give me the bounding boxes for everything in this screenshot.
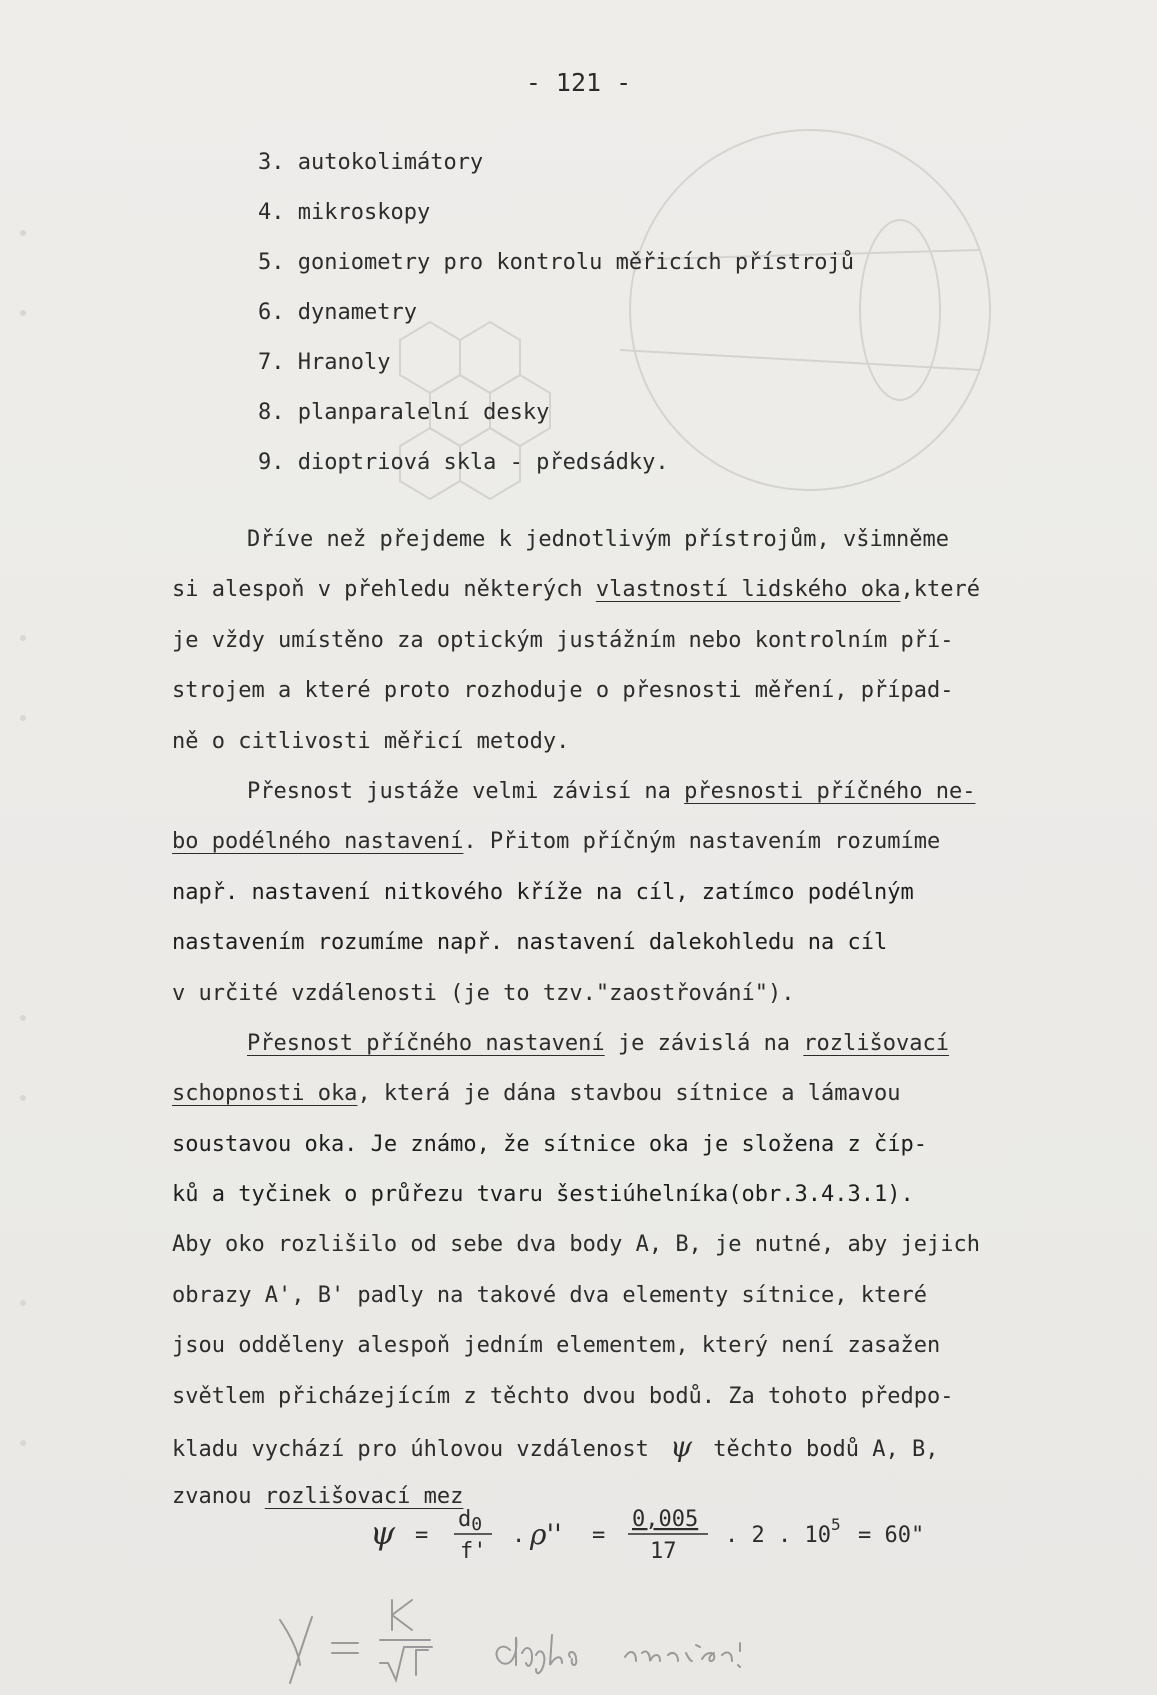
underlined-term: Přesnost příčného nastavení — [247, 1030, 605, 1056]
text-line: jsou odděleny alespoň jedním elementem, který není zasažen — [172, 1333, 941, 1359]
text-line: např. nastavení nitkového kříže na cíl, zatímco podélným — [172, 879, 914, 905]
text-line: v určité vzdálenosti (je to tzv."zaostřování"). — [172, 980, 795, 1006]
text-line: zvanou rozlišovací mez — [172, 1484, 464, 1510]
underlined-term: rozlišovací — [803, 1030, 950, 1056]
text-line: ně o citlivosti měřicí metody. — [172, 728, 570, 754]
list-item: 8. planparalelní desky — [258, 400, 550, 425]
text-line: Dříve než přejdeme k jednotlivým přístrojům, všimněme — [247, 527, 949, 552]
text-line: soustavou oka. Je známo, že sítnice oka je složena z číp- — [172, 1131, 927, 1157]
handwritten-note — [270, 1595, 870, 1685]
underlined-term: bo podélného nastavení — [172, 829, 464, 855]
paragraph-2 — [172, 767, 1107, 1019]
formula-result: = 60" — [858, 1523, 925, 1548]
formula-equals: = — [592, 1523, 606, 1548]
formula-dot: . — [512, 1523, 526, 1548]
formula-equals: = — [415, 1523, 429, 1548]
list-item: 6. dynametry — [258, 300, 417, 325]
list-item: 9. dioptriová skla - předsádky. — [258, 450, 669, 475]
psi-symbol: ψ — [670, 1430, 693, 1464]
text-line: Přesnost justáže velmi závisí na přesnosti příčného ne- — [247, 778, 976, 804]
list-item: 3. autokolimátory — [258, 150, 484, 175]
text-line: je vždy umístěno za optickým justážním nebo kontrolním pří- — [172, 627, 954, 653]
formula-denominator: 17 — [650, 1539, 677, 1564]
underlined-term: schopnosti oka — [172, 1081, 358, 1107]
list-item: 5. goniometry pro kontrolu měřicích přístrojů — [258, 250, 855, 275]
text-line: strojem a které proto rozhoduje o přesnosti měření, případ- — [172, 678, 954, 704]
text-line: nastavením rozumíme např. nastavení dalekohledu na cíl — [172, 930, 888, 956]
formula-denominator: f' — [460, 1539, 487, 1564]
text-line: světlem přicházejícím z těchto dvou bodů. Za tohoto předpo- — [172, 1383, 954, 1409]
text-line: si alespoň v přehledu některých vlastností lidského oka,které — [172, 577, 980, 603]
underlined-term: přesnosti příčného ne- — [684, 778, 976, 804]
formula-numerator: d0 — [458, 1507, 483, 1535]
text-line: obrazy A', B' padly na takové dva elementy sítnice, které — [172, 1282, 927, 1308]
underlined-term: vlastností lidského oka — [595, 577, 901, 603]
text-line: schopnosti oka, která je dána stavbou sítnice a lámavou — [172, 1081, 901, 1107]
text-line: kladu vychází pro úhlovou vzdálenost ψ těchto bodů A, B, — [172, 1430, 939, 1464]
resolution-limit-formula — [370, 1498, 1070, 1568]
body-text — [172, 515, 1107, 1523]
list-item: 4. mikroskopy — [258, 200, 431, 225]
text-line: bo podélného nastavení. Přitom příčným nastavením rozumíme — [172, 829, 941, 855]
list-item: 7. Hranoly — [258, 350, 391, 375]
text-line: Aby oko rozlišilo od sebe dva body A, B, je nutné, aby jejich — [172, 1232, 980, 1258]
text-line: Přesnost příčného nastavení je závislá na rozlišovací — [247, 1030, 950, 1056]
formula-tail: . 2 . $10^5$ — [725, 1515, 841, 1548]
formula-numerator: 0,005 — [632, 1507, 699, 1532]
formula-rho: ρ'' — [530, 1518, 562, 1551]
text-line: ků a tyčinek o průřezu tvaru šestiúhelníka(obr.3.4.3.1). — [172, 1182, 914, 1208]
page-number: - 121 - — [525, 68, 632, 97]
underlined-term: rozlišovací mez — [264, 1484, 464, 1510]
formula-psi: ψ — [370, 1514, 396, 1552]
paragraph-1 — [172, 515, 1107, 767]
instrument-list — [258, 138, 854, 488]
paragraph-3 — [172, 1019, 1107, 1523]
